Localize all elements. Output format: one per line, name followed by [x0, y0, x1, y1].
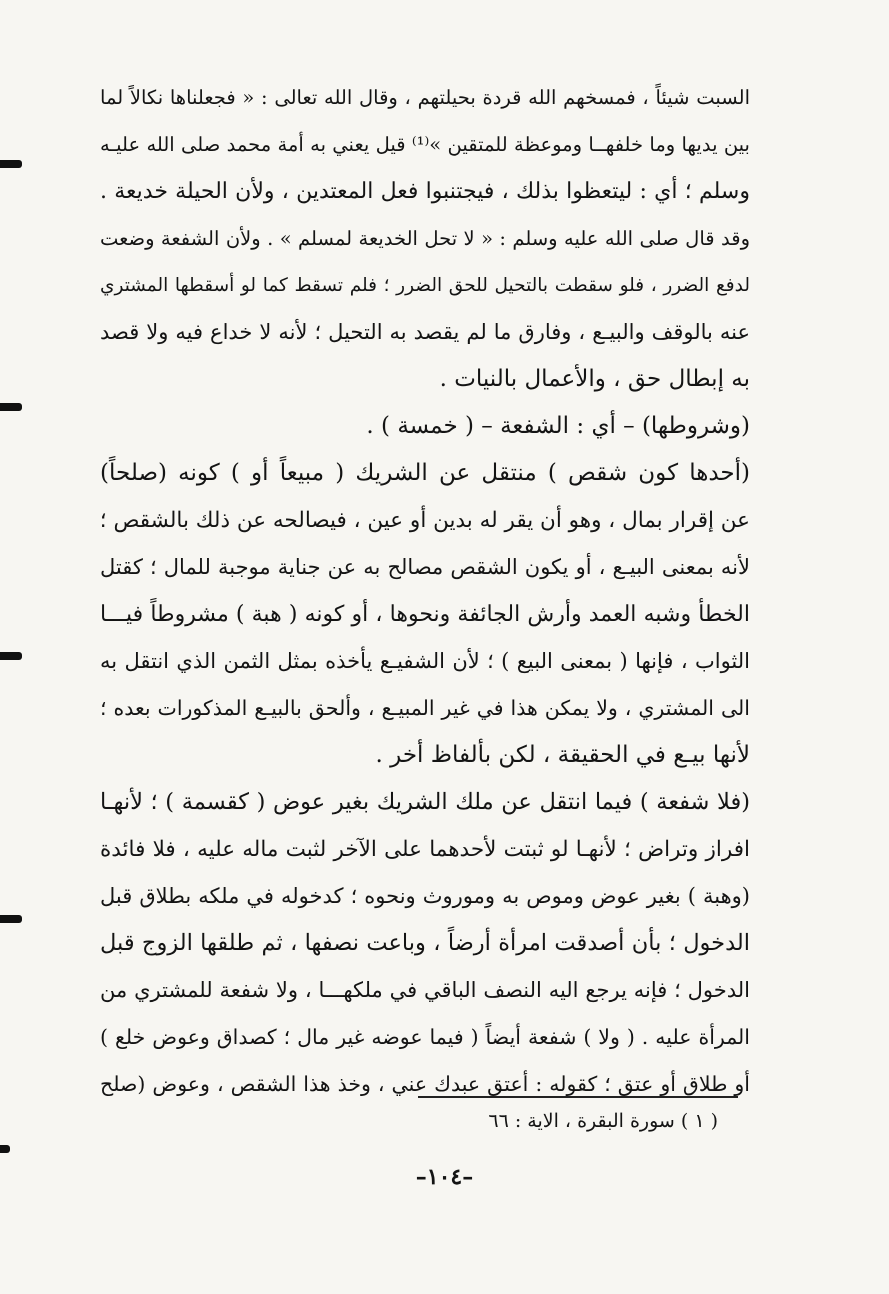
text-line: (فلا شفعة ) فيما انتقل عن ملك الشريك بغير عوض ( كقسمة ) ؛ لأنهـا: [100, 789, 750, 815]
text-line: السبت شيئاً ، فمسخهم الله قردة بحيلتهم ، وقال الله تعالى : « فجعلناها نكالاً لما: [100, 86, 750, 109]
text-line: عنه بالوقف والبيـع ، وفارق ما لم يقصد به التحيل ؛ لأنه لا خداع فيه ولا قصد: [100, 320, 750, 344]
text-line: بين يديها وما خلفهــا وموعظة للمتقين »⁽¹⁾ قيل يعني به أمة محمد صلى الله عليـه: [100, 133, 750, 156]
text-line: وقد قال صلى الله عليه وسلم : « لا تحل الخديعة لمسلم » . ولأن الشفعة وضعت: [100, 227, 750, 250]
text-line: المرأة عليه . ( ولا ) شفعة أيضاً ( فيما عوضه غير مال ؛ كصداق وعوض خلع ): [100, 1025, 750, 1049]
text-line: الى المشتري ، ولا يمكن هذا في غير المبيـع ، وألحق بالبيـع المذكورات بعده ؛: [100, 696, 750, 720]
margin-mark: [0, 915, 22, 923]
text-line: افراز وتراض ؛ لأنهـا لو ثبتت لأحدهما على الآخر لثبت ماله عليه ، فلا فائدة: [100, 837, 750, 862]
margin-mark: [0, 1145, 10, 1153]
text-line: (وشروطها) – أي : الشفعة – ( خمسة ) .: [366, 413, 750, 439]
text-line: لأنها بيـع في الحقيقة ، لكن بألفاظ أخر .: [375, 742, 750, 768]
text-line: الدخول ؛ بأن أصدقت امرأة أرضاً ، وباعت نصفها ، ثم طلقها الزوج قبل: [100, 930, 750, 956]
text-line: لأنه بمعنى البيـع ، أو يكون الشقص مصالح به عن جناية موجبة للمال ؛ كقتل: [100, 555, 750, 579]
margin-mark: [0, 652, 22, 660]
text-line: به إبطال حق ، والأعمال بالنيات .: [439, 366, 750, 392]
text-line: (وهبة ) بغير عوض وموص به وموروث ونحوه ؛ كدخوله في ملكه بطلاق قبل: [100, 884, 750, 908]
text-line: (أحدها كون شقص ) منتقل عن الشريك ( مبيعاً أو ) كونه (صلحاً): [100, 460, 750, 486]
text-line: الثواب ، فإنها ( بمعنى البيع ) ؛ لأن الشفيـع يأخذه بمثل الثمن الذي انتقل به: [100, 649, 750, 673]
text-line: وسلم ؛ أي : ليتعظوا بذلك ، فيجتنبوا فعل المعتدين ، ولأن الحيلة خديعة .: [100, 179, 750, 204]
text-line: عن إقرار بمال ، وهو أن يقر له بدين أو عين ، فيصالحه عن ذلك بالشقص ؛: [99, 508, 750, 533]
footnote-divider: [418, 1096, 738, 1098]
margin-mark: [0, 160, 22, 168]
margin-mark: [0, 403, 22, 411]
main-text: [100, 74, 750, 1108]
text-line: أو طلاق أو عتق ؛ كقوله : أعتق عبدك عني ، وخذ هذا الشقص ، وعوض (صلح: [100, 1072, 750, 1096]
text-line: الدخول ؛ فإنه يرجع اليه النصف الباقي في ملكهـــا ، ولا شفعة للمشتري من: [100, 978, 750, 1002]
footnote: ( ١ ) سورة البقرة ، الاية : ٦٦: [488, 1110, 718, 1132]
page-number: –١٠٤–: [415, 1164, 474, 1190]
text-line: الخطأ وشبه العمد وأرش الجائفة ونحوها ، أو كونه ( هبة ) مشروطاً فيـــا: [100, 602, 750, 627]
text-line: لدفع الضرر ، فلو سقطت بالتحيل للحق الضرر ؛ فلم تسقط كما لو أسقطها المشتري: [100, 275, 750, 296]
